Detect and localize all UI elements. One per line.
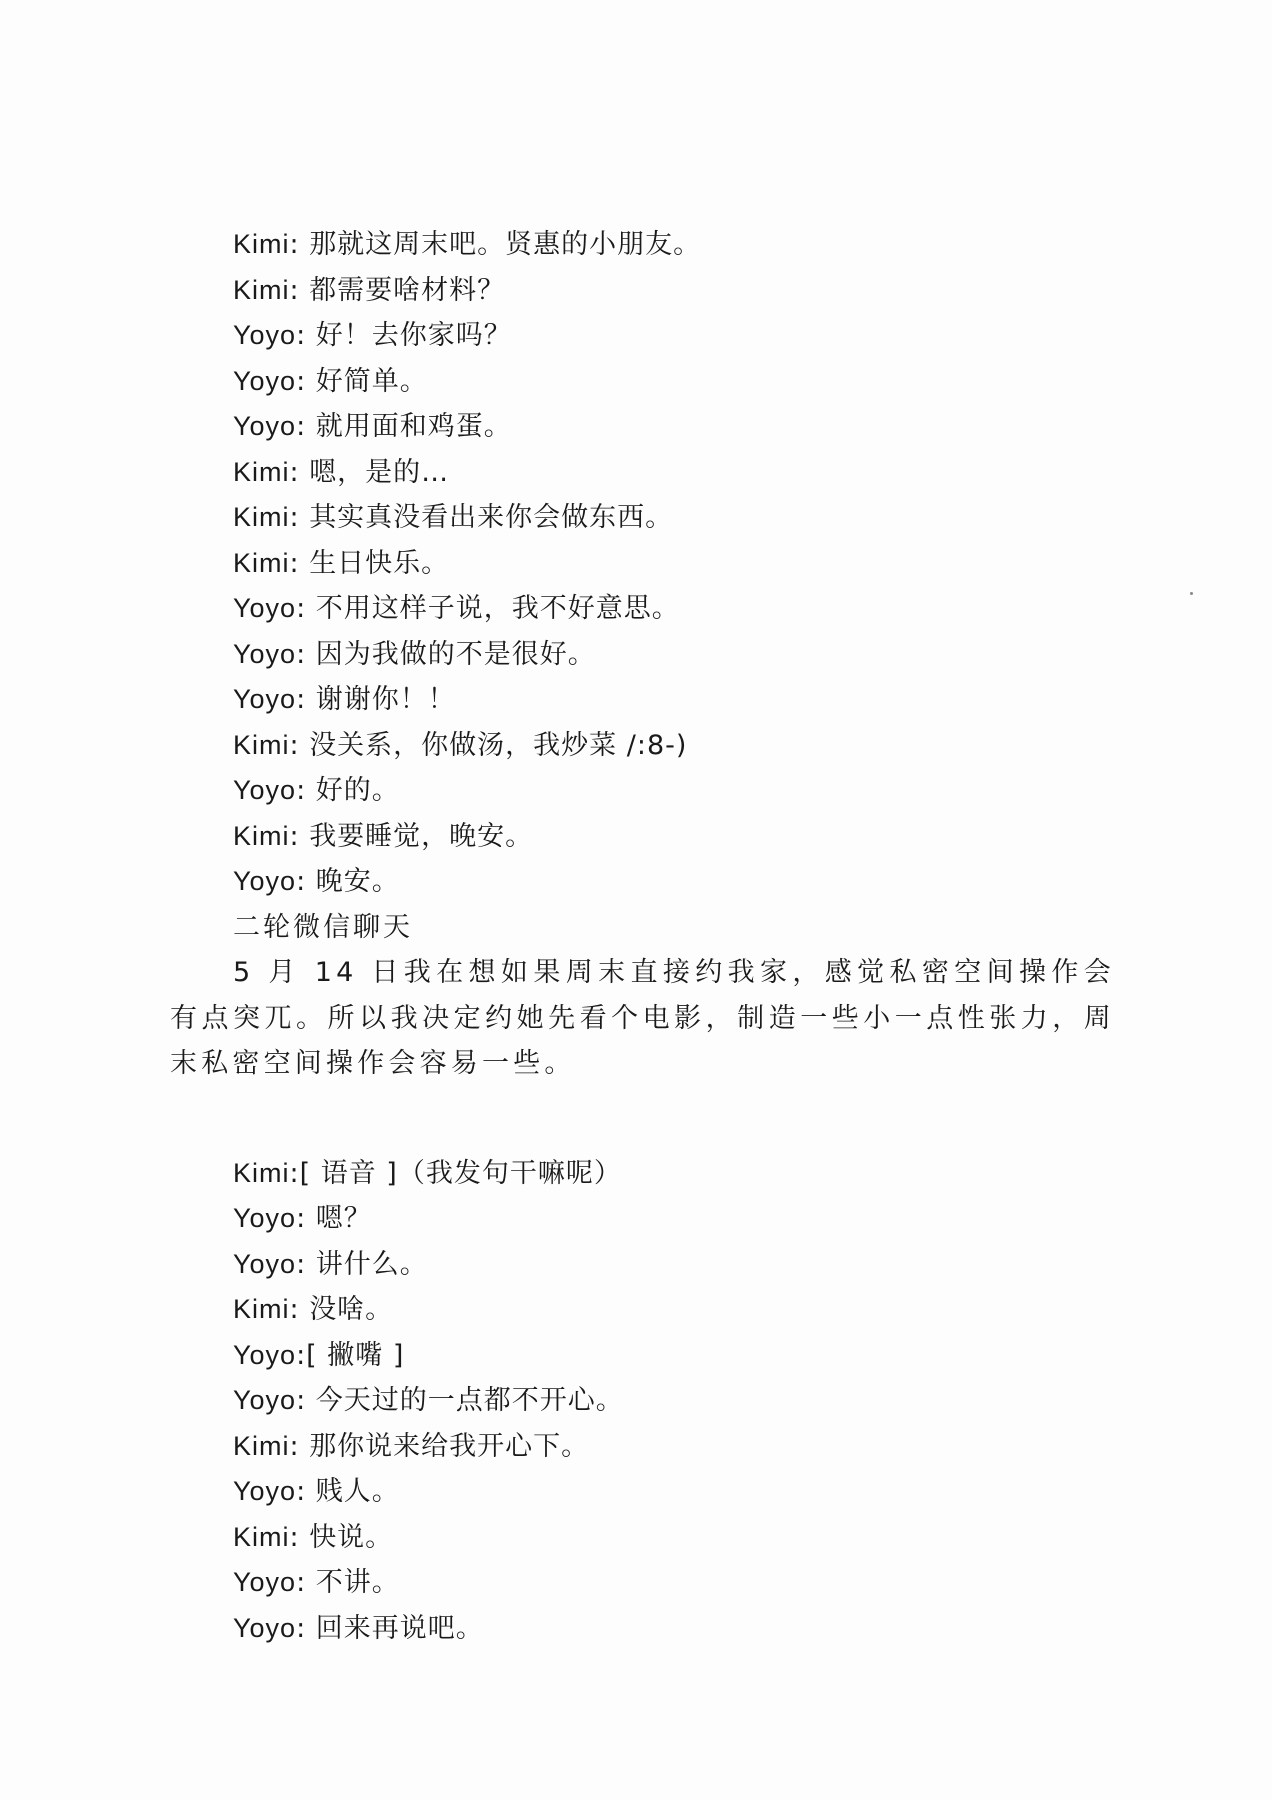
chat-line: [170, 1151, 1115, 1197]
separator: :: [296, 866, 316, 897]
speaker-name: Yoyo: [233, 1339, 297, 1370]
message-text: 都需要啥材料？: [309, 274, 506, 306]
message-text: 没关系，你做汤，我炒菜 /:8-): [309, 729, 688, 761]
separator: :: [296, 593, 316, 624]
message-text: 快说。: [309, 1521, 394, 1553]
chat-line: [170, 586, 1115, 632]
chat-line: [170, 450, 1115, 496]
message-text: 嗯，是的…: [309, 456, 450, 488]
separator: :: [296, 1248, 316, 1280]
chat-line: [170, 1333, 1115, 1379]
page-content: [170, 222, 1115, 1651]
message-text: 晚安。: [315, 866, 400, 897]
separator: :: [296, 1339, 307, 1371]
chat-transcript-1: [170, 222, 1115, 905]
section-heading: 二轮微信聊天: [233, 911, 413, 943]
speaker-name: Kimi: [233, 1521, 290, 1552]
separator: :: [289, 1430, 310, 1462]
speaker-name: Kimi: [233, 274, 290, 305]
message-text: 回来再说吧。: [315, 1612, 484, 1644]
separator: :: [289, 729, 310, 761]
chat-line: [170, 632, 1115, 678]
chat-line: [170, 677, 1115, 723]
message-text: 其实真没看出来你会做东西。: [309, 502, 674, 533]
separator: :: [289, 274, 310, 306]
message-text: 谢谢你！！: [315, 684, 456, 715]
separator: :: [296, 320, 316, 351]
message-text: 那就这周末吧。贤惠的小朋友。: [309, 229, 702, 260]
message-text: 不讲。: [315, 1567, 400, 1598]
separator: :: [296, 684, 316, 715]
chat-line: [170, 1515, 1115, 1561]
chat-line: [170, 1606, 1115, 1652]
chat-line: [170, 859, 1115, 905]
separator: :: [296, 1612, 316, 1644]
separator: :: [296, 638, 316, 670]
speaker-name: Kimi: [233, 229, 290, 259]
speaker-name: Kimi: [233, 502, 290, 532]
message-text: 好的。: [315, 775, 400, 806]
chat-line: [170, 723, 1115, 769]
speaker-name: Yoyo: [233, 593, 297, 623]
separator: :: [289, 1157, 300, 1189]
message-text: 嗯？: [315, 1203, 372, 1234]
separator: :: [296, 1567, 316, 1598]
speaker-name: Kimi: [233, 547, 290, 578]
speaker-name: Yoyo: [233, 866, 297, 896]
message-text: 我要睡觉，晚安。: [309, 820, 534, 852]
speaker-name: Yoyo: [233, 684, 297, 714]
chat-line: [170, 313, 1115, 359]
scan-speck: [1190, 592, 1193, 595]
speaker-name: Kimi: [233, 820, 290, 851]
speaker-name: Yoyo: [233, 775, 297, 805]
chat-line: [170, 814, 1115, 860]
chat-line: [170, 1424, 1115, 1470]
chat-line: [170, 541, 1115, 587]
chat-line: [170, 1560, 1115, 1606]
separator: :: [296, 1385, 316, 1416]
speaker-name: Yoyo: [233, 1567, 297, 1597]
chat-line: [170, 1469, 1115, 1515]
chat-line: [170, 1242, 1115, 1288]
message-text: [ 语音 ]（我发句干嘛呢）: [299, 1157, 622, 1189]
spacer: [170, 1087, 1115, 1151]
chat-transcript-2: [170, 1151, 1115, 1652]
speaker-name: Yoyo: [233, 1385, 297, 1415]
message-text: 那你说来给我开心下。: [309, 1430, 590, 1462]
separator: :: [289, 229, 310, 260]
speaker-name: Kimi: [233, 1430, 290, 1461]
chat-line: [170, 222, 1115, 268]
message-text: 好简单。: [315, 365, 428, 397]
message-text: [ 撇嘴 ]: [306, 1339, 405, 1371]
speaker-name: Kimi: [233, 456, 290, 487]
speaker-name: Yoyo: [233, 411, 297, 441]
chat-line: [170, 359, 1115, 405]
separator: :: [289, 1294, 310, 1325]
separator: :: [289, 547, 310, 579]
speaker-name: Yoyo: [233, 1248, 297, 1279]
chat-line: [170, 1287, 1115, 1333]
speaker-name: Yoyo: [233, 320, 297, 350]
chat-line: [170, 268, 1115, 314]
chat-line: [170, 495, 1115, 541]
chat-line: [170, 1378, 1115, 1424]
speaker-name: Kimi: [233, 729, 290, 760]
separator: :: [296, 775, 316, 806]
separator: :: [289, 1521, 310, 1553]
message-text: 就用面和鸡蛋。: [315, 411, 512, 442]
speaker-name: Yoyo: [233, 1476, 297, 1506]
separator: :: [296, 365, 316, 397]
speaker-name: Yoyo: [233, 365, 297, 396]
message-text: 贱人。: [315, 1476, 400, 1507]
separator: :: [296, 411, 316, 442]
message-text: 因为我做的不是很好。: [315, 638, 596, 670]
separator: :: [296, 1203, 316, 1234]
speaker-name: Kimi: [233, 1294, 290, 1324]
speaker-name: Yoyo: [233, 638, 297, 669]
speaker-name: Kimi: [233, 1157, 290, 1188]
message-text: 讲什么。: [315, 1248, 428, 1280]
separator: :: [289, 502, 310, 533]
separator: :: [289, 820, 310, 852]
message-text: 没啥。: [309, 1294, 394, 1325]
chat-line: [170, 404, 1115, 450]
chat-line: [170, 1196, 1115, 1242]
speaker-name: Yoyo: [233, 1203, 297, 1233]
narrative-paragraph: 5 月 14 日我在想如果周末直接约我家，感觉私密空间操作会有点突兀。所以我决定约她先看个电影，制造一些小一点性张力，周末私密空间操作会容易一些。: [170, 957, 1115, 1079]
separator: :: [289, 456, 310, 488]
speaker-name: Yoyo: [233, 1612, 297, 1643]
message-text: 生日快乐。: [309, 547, 450, 579]
message-text: 不用这样子说，我不好意思。: [315, 593, 680, 624]
separator: :: [296, 1476, 316, 1507]
message-text: 好！去你家吗？: [315, 320, 512, 351]
chat-line: [170, 768, 1115, 814]
message-text: 今天过的一点都不开心。: [315, 1385, 624, 1416]
